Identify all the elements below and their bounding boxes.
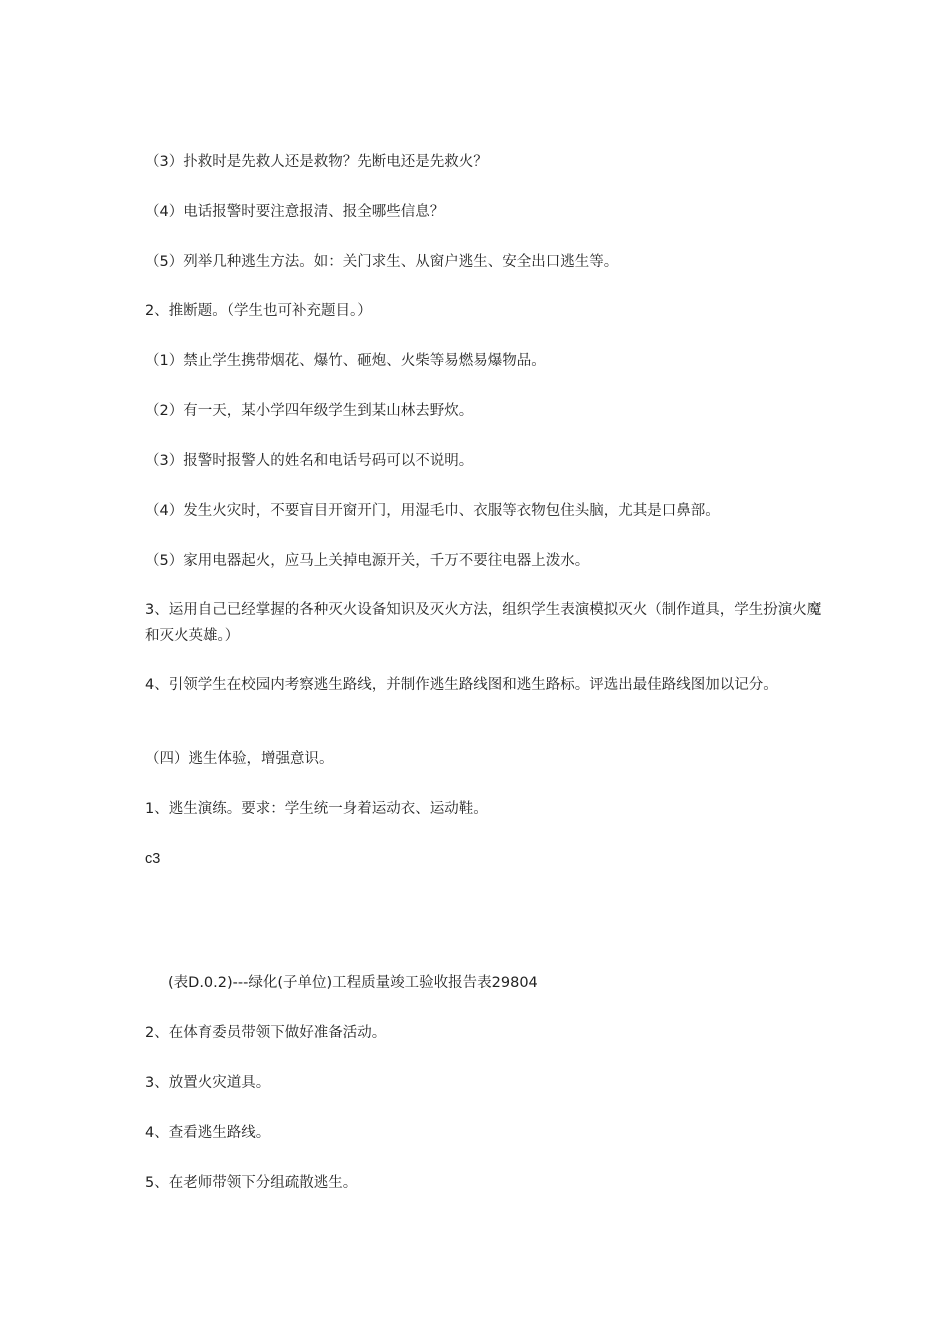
paragraph-question-4: （4）电话报警时要注意报清、报全哪些信息？: [145, 204, 445, 220]
paragraph-section-four-heading: （四）逃生体验，增强意识。: [145, 751, 334, 767]
paragraph-escape-drill: 1、逃生演练。要求：学生统一身着运动衣、运动鞋。: [145, 801, 488, 817]
paragraph-judgement-4: （4）发生火灾时，不要盲目开窗开门，用湿毛巾、衣服等衣物包住头脑，尤其是口鼻部。: [145, 503, 720, 519]
paragraph-judgement-heading: 2、推断题。（学生也可补充题目。）: [145, 303, 372, 319]
paragraph-judgement-3: （3）报警时报警人的姓名和电话号码可以不说明。: [145, 453, 474, 469]
paragraph-question-5: （5）列举几种逃生方法。如：关门求生、从窗户逃生、安全出口逃生等。: [145, 254, 619, 270]
paragraph-fire-drill-performance: 3、运用自己已经掌握的各种灭火设备知识及灭火方法，组织学生表演模拟灭火（制作道具，学生扮演火魔和灭火英雄。）: [145, 602, 822, 644]
paragraph-warm-up: 2、在体育委员带领下做好准备活动。: [145, 1025, 387, 1041]
paragraph-group-evacuation: 5、在老师带领下分组疏散逃生。: [145, 1175, 358, 1191]
paragraph-question-3: （3）扑救时是先救人还是救物？先断电还是先救火？: [145, 154, 488, 170]
paragraph-code-c3: c3: [145, 851, 161, 867]
paragraph-table-reference: (表D.0.2)---绿化(子单位)工程质量竣工验收报告表29804: [168, 975, 538, 991]
paragraph-judgement-1: （1）禁止学生携带烟花、爆竹、砸炮、火柴等易燃易爆物品。: [145, 353, 546, 369]
paragraph-judgement-2: （2）有一天，某小学四年级学生到某山林去野炊。: [145, 403, 474, 419]
paragraph-judgement-5: （5）家用电器起火，应马上关掉电源开关，千万不要往电器上泼水。: [145, 553, 590, 569]
paragraph-place-props: 3、放置火灾道具。: [145, 1075, 271, 1091]
paragraph-check-route: 4、查看逃生路线。: [145, 1125, 271, 1141]
paragraph-escape-route-survey: 4、引领学生在校园内考察逃生路线，并制作逃生路线图和逃生路标。评选出最佳路线图加以记分。: [145, 677, 778, 693]
